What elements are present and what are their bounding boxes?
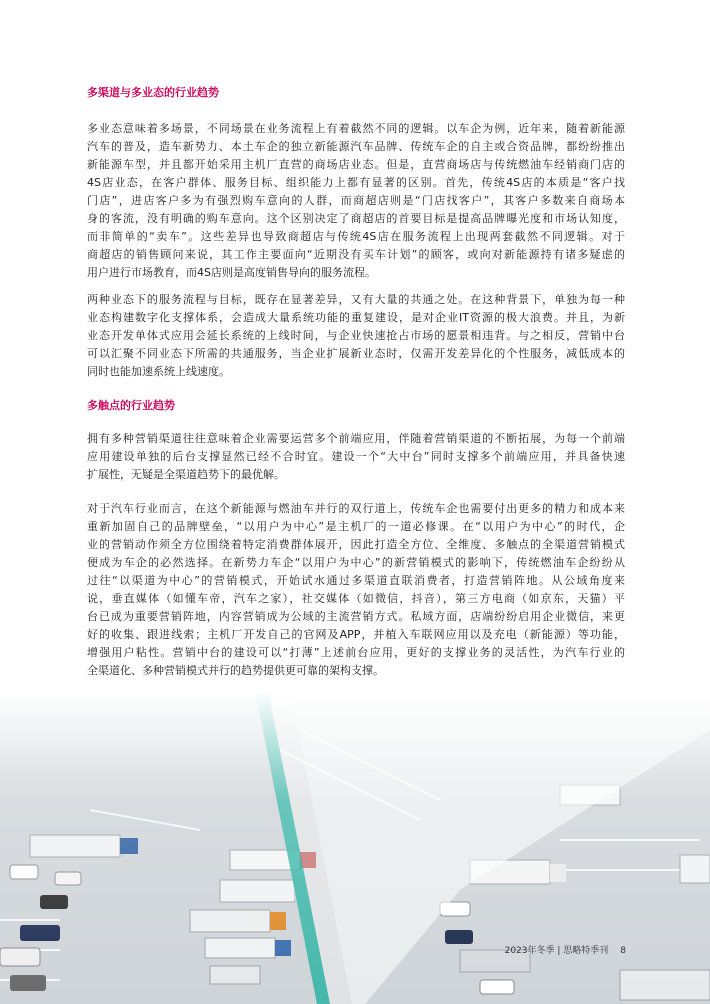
page-footer [505, 943, 626, 956]
paragraph-line: 重新加固自己的品牌壁垒，“以用户为中心”是主机厂的一道必修课。在“以用户为中心”的时代，企 [87, 520, 625, 533]
paragraph-line: 台已成为重要营销阵地，内容营销成为公域的主流营销方式。私域方面，店端纷纷启用企业微信，来更 [87, 610, 625, 623]
section-title-multitouchpoint: 多触点的行业趋势 [87, 399, 175, 412]
parking-lot-illustration [0, 690, 710, 1004]
paragraph [87, 291, 625, 381]
paragraph [87, 120, 625, 282]
paragraph-line: 新能源车型，并且都开始采用主机厂直营的商场店业态。但是，直营商场店与传统燃油车经销商门店的 [87, 158, 625, 171]
parking-lot-photo [0, 690, 710, 1004]
paragraph-line: 好的收集、跟进线索；主机厂开发自己的官网及APP，并植入车联网应用以及充电（新能源）等功能， [87, 628, 625, 641]
paragraph-line: 增强用户粘性。营销中台的建设可以“打薄”上述前台应用，更好的支撑业务的灵活性，为汽车行业的 [87, 646, 625, 659]
paragraph-line: 门店”，进店客户多为有强烈购车意向的人群，而商超店则是“门店找客户”，其客户多数来自商场本 [87, 194, 625, 207]
paragraph-line: 同时也能加速系统上线速度。 [87, 365, 230, 378]
paragraph-line: 业的营销动作须全方位围绕着特定消费群体展开，因此打造全方位、全维度、多触点的全渠道营销模式 [87, 538, 625, 551]
paragraph-line: 商超店的销售顾问来说，其工作主要面向“近期没有买车计划”的顾客，或向对新能源持有诸多疑虑的 [87, 248, 625, 261]
paragraph-line: 对于汽车行业而言，在这个新能源与燃油车并行的双行道上，传统车企也需要付出更多的精力和成本来 [87, 502, 625, 515]
paragraph-line: 说，垂直媒体（如懂车帝，汽车之家），社交媒体（如微信，抖音），第三方电商（如京东，天猫）平 [87, 592, 625, 605]
section-title-multichannel: 多渠道与多业态的行业趋势 [87, 86, 219, 99]
paragraph [87, 430, 625, 484]
page-number: 8 [620, 946, 626, 956]
paragraph-line: 汽车的普及，造车新势力、本土车企的独立新能源汽车品牌、传统车企的自主或合资品牌，都纷纷推出 [87, 140, 625, 153]
paragraph-line: 4S店业态，在客户群体、服务目标、组织能力上都有显著的区别。首先，传统4S店的本质是“客户找 [87, 176, 625, 189]
paragraph-line: 业态开发单体式应用会延长系统的上线时间，与企业快速抢占市场的愿景相违背。与之相反，营销中台 [87, 329, 625, 342]
paragraph-line: 而非简单的“卖车”。这些差异也导致商超店与传统4S店在服务流程上出现两套截然不同逻辑。对于 [87, 230, 625, 243]
paragraph-line: 业态构建数字化支撑体系，会造成大量系统功能的重复建设，是对企业IT资源的极大浪费。并且，为新 [87, 311, 625, 324]
paragraph-line: 扩展性，无疑是全渠道趋势下的最优解。 [87, 468, 285, 481]
paragraph-line: 便成为车企的必然选择。在新势力车企“以用户为中心”的新营销模式的影响下，传统燃油车企纷纷从 [87, 556, 625, 569]
paragraph-line: 过往“以渠道为中心”的营销模式，开始试水通过多渠道直联消费者，打造营销阵地。从公域角度来 [87, 574, 625, 587]
paragraph-line: 身的客流，没有明确的购车意向。这个区别决定了商超店的首要目标是提高品牌曝光度和市场认知度， [87, 212, 625, 225]
paragraph-line: 应用建设单独的后台支撑显然已经不合时宜。建设一个“大中台”同时支撑多个前端应用，并具备快速 [87, 450, 625, 463]
issue-label: 2023年冬季 | 思略特季刊 [504, 946, 609, 956]
paragraph-line: 拥有多种营销渠道往往意味着企业需要运营多个前端应用，伴随着营销渠道的不断拓展，为每一个前端 [87, 432, 625, 445]
paragraph-line: 可以汇聚不同业态下所需的共通服务，当企业扩展新业态时，仅需开发差异化的个性服务，减低成本的 [87, 347, 625, 360]
paragraph-line: 两种业态下的服务流程与目标，既存在显著差异，又有大量的共通之处。在这种背景下，单独为每一种 [87, 293, 625, 306]
paragraph-line: 全渠道化、多种营销模式并行的趋势提供更可靠的架构支撑。 [87, 664, 384, 677]
paragraph-line: 多业态意味着多场景，不同场景在业务流程上有着截然不同的逻辑。以车企为例，近年来，随着新能源 [87, 122, 625, 135]
paragraph-line: 用户进行市场教育，而4S店则是高度销售导向的服务流程。 [87, 266, 376, 279]
paragraph [87, 500, 625, 680]
